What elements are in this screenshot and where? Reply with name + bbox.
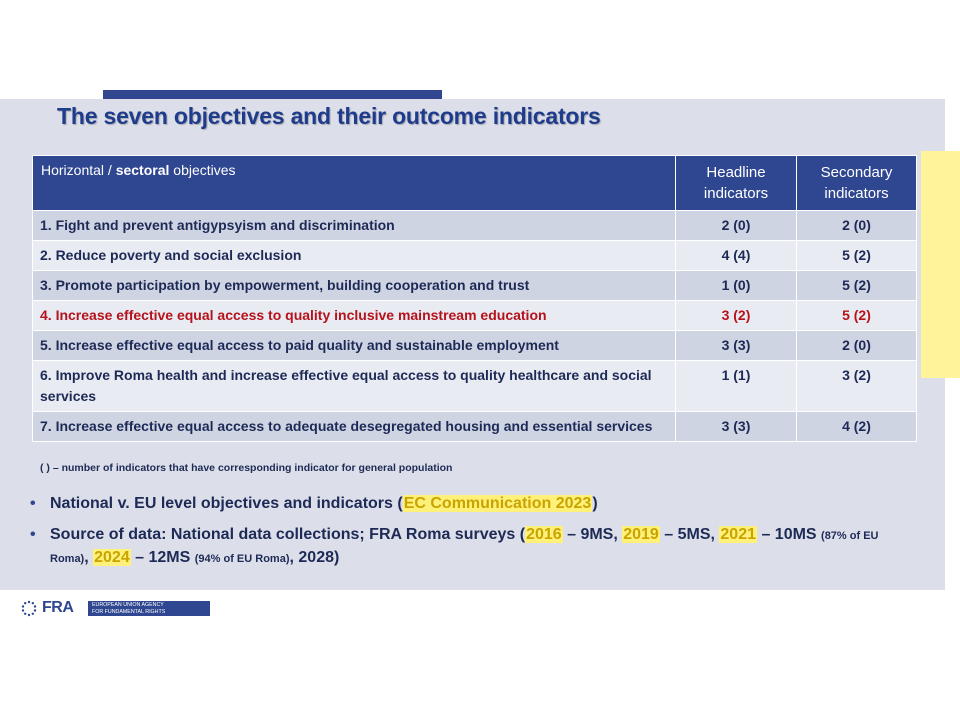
table-footnote: ( ) – number of indicators that have corresponding indicator for general population <box>40 462 453 474</box>
secondary-count: 3 (2) <box>797 361 917 412</box>
fra-agency-name: EUROPEAN UNION AGENCY FOR FUNDAMENTAL RIGHTS <box>88 601 210 616</box>
objectives-table <box>32 155 917 442</box>
headline-count: 3 (3) <box>676 412 797 442</box>
headline-count: 1 (0) <box>676 271 797 301</box>
headline-count: 4 (4) <box>676 241 797 271</box>
secondary-count: 4 (2) <box>797 412 917 442</box>
objective-label: 2. Reduce poverty and social exclusion <box>33 241 676 271</box>
headline-count: 3 (2) <box>676 301 797 331</box>
headline-count: 3 (3) <box>676 331 797 361</box>
table-header-row <box>33 156 917 211</box>
header-headline: Headline indicators <box>676 156 797 211</box>
bullet-item: • National v. EU level objectives and indicators (EC Communication 2023) <box>30 495 598 512</box>
objective-label: 5. Increase effective equal access to paid quality and sustainable employment <box>33 331 676 361</box>
secondary-count: 5 (2) <box>797 301 917 331</box>
table-row <box>33 271 917 301</box>
headline-count: 1 (1) <box>676 361 797 412</box>
table-row <box>33 412 917 442</box>
secondary-count: 5 (2) <box>797 241 917 271</box>
header-objectives: Horizontal / sectoral objectives <box>33 156 676 211</box>
survey-2019-link[interactable]: 2019 <box>623 526 659 543</box>
fra-wordmark: FRA <box>42 599 74 616</box>
survey-2021-link[interactable]: 2021 <box>720 526 756 543</box>
objective-label: 4. Increase effective equal access to quality inclusive mainstream education <box>33 301 676 331</box>
objective-label: 1. Fight and prevent antigypsyism and discrimination <box>33 211 676 241</box>
objective-label: 3. Promote participation by empowerment, building cooperation and trust <box>33 271 676 301</box>
secondary-count: 5 (2) <box>797 271 917 301</box>
headline-count: 2 (0) <box>676 211 797 241</box>
table-row <box>33 331 917 361</box>
title-accent-bar <box>103 90 442 99</box>
objective-label: 7. Increase effective equal access to adequate desegregated housing and essential services <box>33 412 676 442</box>
bullet-dot-icon: • <box>30 526 36 543</box>
secondary-count: 2 (0) <box>797 211 917 241</box>
table-row <box>33 361 917 412</box>
ec-communication-link[interactable]: EC Communication 2023 <box>403 495 592 512</box>
header-secondary: Secondary indicators <box>797 156 917 211</box>
objective-label: 6. Improve Roma health and increase effective equal access to quality healthcare and social services <box>33 361 676 412</box>
table-row-highlighted <box>33 301 917 331</box>
sticky-note <box>921 151 960 378</box>
table-row <box>33 241 917 271</box>
bullet-item: • Source of data: National data collections; FRA Roma surveys (2016 – 9MS, 2019 – 5MS, 2021 – 10MS (87% of EU Roma), 2024 – 12MS (94% of EU Roma), 2028) <box>30 526 879 566</box>
fra-logo <box>16 600 194 617</box>
bullet-list <box>30 493 880 580</box>
survey-2024-link[interactable]: 2024 <box>94 549 130 566</box>
bullet-dot-icon: • <box>30 495 36 512</box>
table-row <box>33 211 917 241</box>
survey-2016-link[interactable]: 2016 <box>526 526 562 543</box>
slide-title: The seven objectives and their outcome indicators <box>57 103 601 129</box>
eu-stars-icon <box>16 600 42 617</box>
secondary-count: 2 (0) <box>797 331 917 361</box>
